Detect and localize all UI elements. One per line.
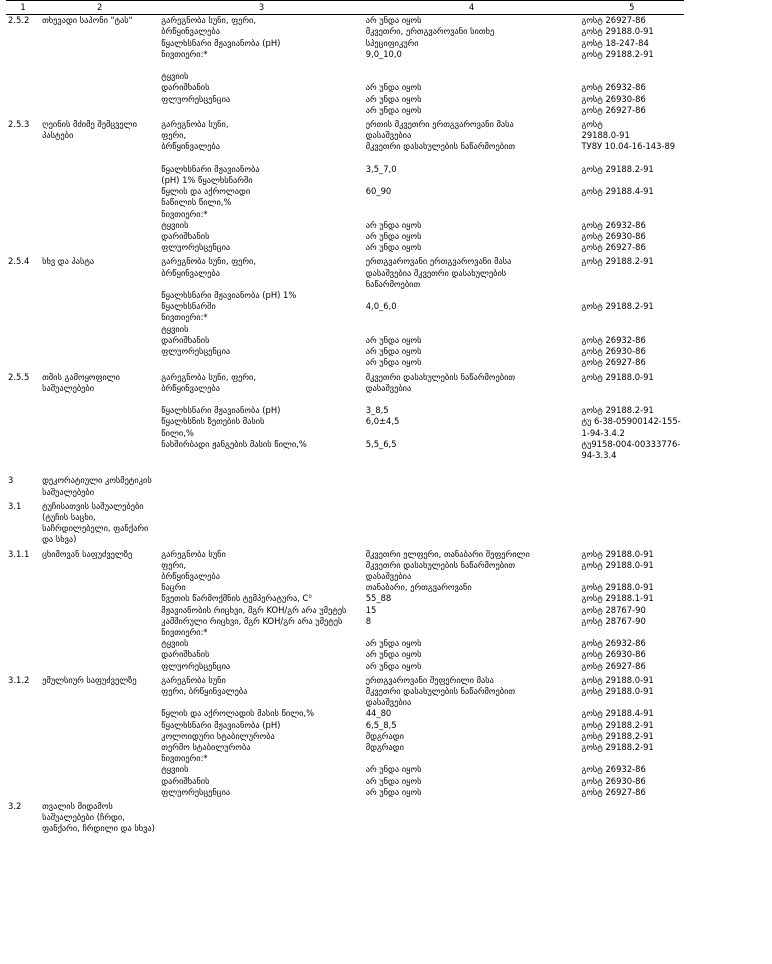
- row-number: 3.1.1: [8, 548, 30, 559]
- row-standard-list-line: [581, 753, 682, 764]
- row-indicator-list-line: ბრწყინვალება: [161, 267, 220, 278]
- row-indicator-list-line: წყალხსნარი მჟავიანობა (pH): [161, 719, 281, 730]
- spacer-cell: [6, 835, 684, 838]
- row-indicator-list-line: დარიშხანის: [161, 775, 210, 786]
- row-indicator-list-line: ნაწილის წილი,%: [161, 197, 232, 208]
- row-standard-list-line: გოსტ 29188.4-91: [581, 708, 654, 719]
- row-standard-list: [579, 256, 684, 368]
- row-requirement-list-line: [366, 197, 578, 208]
- row-indicator-list-line: წყალხსნარი მჟავიანობა (pH): [161, 37, 281, 48]
- table-row: [6, 372, 684, 473]
- row-number: 3.2: [8, 801, 22, 812]
- row-requirement-list-line: მკვეთრი ელფერი, თანაბარი შეფერილი: [365, 548, 530, 559]
- row-product-name: სხვ და პასტა: [42, 256, 95, 267]
- row-indicator-list-line: წყლის და აქროლადი: [161, 186, 251, 197]
- row-indicator-list: [159, 475, 363, 497]
- row-indicator-list-line: წყლის და აქროლადის მასის წილი,%: [161, 708, 315, 719]
- row-indicator-list-line: ნივთიერი:*: [161, 626, 208, 637]
- row-requirement-list-line: არ უნდა იყოს: [365, 346, 422, 357]
- row-requirement-list-line: მდგრადი: [365, 730, 404, 741]
- row-requirement-list-line: 15: [365, 604, 377, 615]
- row-requirement-list-line: დასაშვებია: [365, 130, 412, 141]
- row-spacer: [6, 835, 684, 838]
- table-row: [6, 501, 684, 546]
- table-row: [6, 801, 684, 835]
- row-number: 3: [8, 475, 14, 486]
- row-standard-list-line: გოსტ 29188.2-91: [581, 742, 654, 752]
- row-indicator-list-line: ნახშირბადი ჟანგების მასის წილი,%: [161, 438, 307, 449]
- row-requirement-list-line: დასაშვებია: [365, 382, 412, 393]
- row-standard-list-line: გოსტ 29188.2-91: [581, 48, 654, 59]
- row-requirement-list-line: 3,5_7,0: [365, 163, 397, 174]
- row-indicator-list-line: ბრწყინვალება: [161, 26, 220, 37]
- table-header: [6, 1, 684, 14]
- row-standard-list-line: ТУ8У 10.04-16-143-89: [581, 141, 676, 152]
- row-standard-list-line: გოსტ 26932-86: [581, 764, 646, 775]
- row-requirement-list-line: [366, 175, 578, 186]
- row-requirement-list: [364, 675, 580, 798]
- table-row: [6, 256, 684, 368]
- row-requirement-list-line: არ უნდა იყოს: [365, 242, 422, 253]
- table-row: [6, 119, 684, 253]
- table-header-rules: [6, 0, 684, 15]
- row-requirement-list-line: [366, 324, 578, 335]
- row-indicator-list-line: ფლუორესცენცია: [161, 93, 231, 104]
- row-number: 3.1: [8, 500, 22, 511]
- row-standard-list-line: გოსტ 26927-86: [581, 104, 646, 115]
- row-standard-list: [579, 15, 684, 116]
- row-requirement-list-line: ერთის მკვეთრი ერთგვაროვანი მასა: [365, 119, 514, 130]
- row-requirement-list-line: მკვეთრი დასახულების ნაწარმოებით: [365, 559, 516, 570]
- row-requirement-list-line: [366, 428, 578, 439]
- row-requirement-list-line: არ უნდა იყოს: [365, 104, 422, 115]
- row-number: 2.5.2: [8, 15, 30, 26]
- row-indicator-list-line: [161, 279, 361, 290]
- row-standard-list-line: [581, 697, 682, 708]
- row-standard-list-line: გოსტ 29188.2-91: [581, 730, 654, 741]
- row-standard-list-line: [581, 290, 682, 301]
- row-requirement-list-line: არ უნდა იყოს: [365, 15, 422, 26]
- row-requirement-list-line: არ უნდა იყოს: [365, 775, 422, 786]
- row-product-name: ემულსიურ საფუძველზე: [42, 674, 137, 685]
- row-indicator-list-line: ნივთიერი:*: [161, 208, 208, 219]
- row-standard-list-line: გოსტ 26930-86: [581, 93, 646, 104]
- row-requirement-list-line: დასაშვებია: [365, 697, 412, 708]
- row-indicator-list-line: კამშირული რიცხვი, მგრ KOH/გრ არა უმეტეს: [161, 615, 343, 626]
- row-standard-list-line: [581, 571, 682, 582]
- row-requirement-list: [364, 549, 580, 672]
- row-standard-list: [579, 475, 684, 497]
- row-standard-list-line: [581, 394, 682, 405]
- row-product-name: თვალის მიდამოს საშუალებები (ჩრდი, ფანქარი, ჩრდილი და სხვა): [42, 801, 155, 834]
- row-standard-list: [579, 801, 684, 835]
- row-requirement-list-line: მკვეთრი დასახულების ნაწარმოებით: [365, 141, 516, 152]
- row-indicator-list-line: წყალხსნარში: [161, 301, 216, 312]
- row-requirement-list-line: მდგრადი: [365, 742, 404, 752]
- row-standard-list-line: გოსტ 26927-86: [581, 660, 646, 671]
- row-standard-list-line: გოსტ 29188.2-91: [581, 163, 654, 174]
- row-standard-list-line: [581, 71, 682, 82]
- row-indicator-list-line: ბრწყინვალება: [161, 141, 220, 152]
- row-requirement-list: [364, 475, 580, 497]
- row-indicator-list-line: წყალხსნის ზეთების მასის: [161, 416, 265, 427]
- row-standard-list-line: გოსტ 29188.0-91: [581, 548, 654, 559]
- row-indicator-list-line: ტყვიის: [161, 764, 189, 775]
- row-standard-list-line: გოსტ 29188.0-91: [581, 582, 654, 593]
- row-standard-list-line: გოსტ 26932-86: [581, 82, 646, 93]
- row-indicator-list: [159, 549, 363, 672]
- row-indicator-list-line: [161, 153, 361, 164]
- row-requirement-list: [364, 801, 580, 835]
- row-indicator-list-line: ფლუორესცენცია: [161, 346, 231, 357]
- row-indicator-list-line: ტყვიის: [161, 71, 189, 82]
- row-indicator-list-line: დარიშხანის: [161, 82, 210, 93]
- row-indicator-list-line: გარეგნობა სუნი: [161, 674, 226, 685]
- row-standard-list-line: გოსტ: [581, 119, 603, 130]
- column-header-2: 2: [97, 2, 103, 12]
- row-standard-list-line: გოსტ 29188.0-91: [581, 559, 654, 570]
- row-indicator-list-line: ნივთიერი:*: [161, 312, 208, 323]
- row-indicator-list-line: ტყვიის: [161, 638, 189, 649]
- row-standard-list-line: გოსტ 26932-86: [581, 334, 646, 345]
- row-indicator-list-line: ბრწყინვალება: [161, 382, 220, 393]
- row-standard-list-line: [581, 175, 682, 186]
- row-standard-list-line: [581, 324, 682, 335]
- row-requirement-list-line: მკვეთრი, ერთგვაროვანი სითხე: [365, 26, 495, 37]
- row-indicator-list-line: [161, 394, 361, 405]
- row-standard-list-line: გოსტ 26930-86: [581, 649, 646, 660]
- row-requirement-list-line: ერთგვაროვანი შეფერილი მასა: [365, 674, 494, 685]
- row-standard-list-line: გოსტ 26932-86: [581, 638, 646, 649]
- row-requirement-list-line: არ უნდა იყოს: [365, 231, 422, 242]
- row-indicator-list-line: ნივთიერი:*: [161, 753, 208, 764]
- row-indicator-list-line: წილი,%: [161, 427, 194, 438]
- row-indicator-list-line: მჟავიანობის რიცხვი, მგრ KOH/გრ არა უმეტეს: [161, 604, 347, 615]
- row-indicator-list-line: დარიშხანის: [161, 649, 210, 660]
- row-requirement-list: [364, 372, 580, 473]
- row-requirement-list-line: არ უნდა იყოს: [365, 334, 422, 345]
- row-requirement-list-line: ნაწარმოებით: [365, 278, 421, 289]
- table-row: [6, 549, 684, 672]
- row-requirement-list: [364, 119, 580, 253]
- column-header-3: 3: [258, 2, 265, 12]
- row-indicator-list-line: [161, 697, 361, 708]
- row-standard-list-line: [581, 197, 682, 208]
- row-indicator-list-line: წყალხსნარი მჟავიანობა (pH) 1%: [161, 290, 297, 301]
- row-requirement-list-line: 44_80: [365, 708, 392, 719]
- row-standard-list-line: [581, 153, 682, 164]
- row-indicator-list-line: გარეგნობა სუნი, ფერი,: [161, 256, 257, 267]
- row-indicator-list-line: [161, 60, 361, 71]
- row-indicator-list: [159, 119, 363, 253]
- column-header-5: 5: [629, 2, 635, 12]
- row-indicator-list-line: წყალხსნარი მჟავიანობა: [161, 163, 260, 174]
- row-requirement-list-line: 8: [365, 615, 372, 626]
- row-indicator-list-line: წყალხსნარი მჟავიანობა (pH): [161, 405, 281, 416]
- row-indicator-list: [159, 675, 363, 798]
- row-standard-list-line: [581, 60, 682, 71]
- row-standard-list-line: [581, 209, 682, 220]
- row-indicator-list-line: დარიშხანის: [161, 231, 210, 242]
- row-requirement-list-line: არ უნდა იყოს: [365, 93, 422, 104]
- row-requirement-list-line: 5,5_6,5: [365, 438, 397, 449]
- row-standard-list-line: გოსტ 28767-90: [581, 604, 646, 615]
- row-requirement-list-line: დასაშვებია მკვეთრი დასახულების: [365, 267, 507, 278]
- row-requirement-list-line: [366, 753, 578, 764]
- row-requirement-list-line: 3_8,5: [365, 405, 389, 416]
- row-standard-list-line: გოსტ 26927-86: [581, 357, 646, 368]
- row-requirement-list-line: სპეციფიკური: [365, 37, 419, 48]
- row-indicator-list-line: ტყვიის: [161, 219, 189, 230]
- row-requirement-list: [364, 256, 580, 368]
- table-row: [6, 675, 684, 798]
- row-number: 2.5.5: [8, 371, 30, 382]
- row-indicator-list-line: თერმო სტაბილურობა: [161, 742, 251, 752]
- row-requirement-list-line: [366, 209, 578, 220]
- row-standard-list-line: გოსტ 29188.0-91: [581, 674, 654, 685]
- row-requirement-list: [364, 15, 580, 116]
- row-requirement-list-line: 4,0_6,0: [365, 301, 397, 312]
- row-indicator-list: [159, 256, 363, 368]
- row-requirement-list-line: [366, 71, 578, 82]
- row-product-name: ღეინის მძიმე შემცველი პასტები: [42, 119, 137, 141]
- row-indicator-list-line: ფლუორესცენცია: [161, 660, 231, 671]
- row-standard-list-line: [581, 627, 682, 638]
- row-number: 3.1.2: [8, 674, 30, 685]
- table-row: [6, 15, 684, 116]
- row-requirement-list-line: 6,0±4,5: [365, 416, 400, 427]
- row-standard-list-line: გოსტ 29188.0-91: [581, 26, 654, 37]
- row-requirement-list: [364, 501, 580, 546]
- row-requirement-list-line: 6,5_8,5: [365, 719, 397, 730]
- row-standard-list-line: [581, 279, 682, 290]
- row-standard-list-line: გოსტ 29188.0-91: [581, 371, 654, 382]
- row-product-name: ტუჩისათვის საშუალებები (ტუჩის საცხი, საჩრდილებელი, ფანქარი და სხვა): [42, 500, 149, 545]
- row-requirement-list-line: [366, 60, 578, 71]
- row-indicator-list-line: კოლოიდური სტაბილურობა: [161, 730, 275, 741]
- row-requirement-list-line: არ უნდა იყოს: [365, 638, 422, 649]
- row-requirement-list-line: არ უნდა იყოს: [365, 786, 422, 797]
- row-requirement-list-line: დასაშვებია: [365, 570, 412, 581]
- row-requirement-list-line: 55_88: [365, 593, 392, 604]
- row-standard-list-line: გოსტ 26932-86: [581, 219, 646, 230]
- table-body: [6, 15, 684, 837]
- row-requirement-list-line: 60_90: [365, 186, 392, 197]
- row-indicator-list-line: დარიშხანის: [161, 334, 210, 345]
- row-standard-list-line: გოსტ 26930-86: [581, 775, 646, 786]
- row-standard-list-line: გოსტ 26930-86: [581, 231, 646, 242]
- row-standard-list-line: გოსტ 28767-90: [581, 615, 646, 626]
- row-standard-list-line: 29188.0-91: [581, 130, 630, 141]
- row-standard-list-line: გოსტ 29188.1-91: [581, 593, 654, 604]
- row-standard-list-line: ტუ9158-004-00333776-94-3.3.4: [581, 438, 681, 460]
- row-requirement-list-line: [366, 627, 578, 638]
- row-standard-list: [579, 119, 684, 253]
- row-standard-list-line: გოსტ 26930-86: [581, 346, 646, 357]
- row-requirement-list-line: არ უნდა იყოს: [365, 764, 422, 775]
- row-standard-list-line: გოსტ 26927-86: [581, 15, 646, 26]
- row-indicator-list-line: ტყვიის: [161, 323, 189, 334]
- table-header-row: [6, 1, 684, 14]
- row-indicator-list: [159, 801, 363, 835]
- row-requirement-list-line: არ უნდა იყოს: [365, 660, 422, 671]
- row-product-name: დეკორატიული კოსმეტიკის საშუალებები: [42, 475, 152, 497]
- row-indicator-list-line: გარეგნობა სუნი,: [161, 119, 229, 130]
- row-standard-list-line: გოსტ 18-247-84: [581, 37, 649, 48]
- row-standard-list-line: [581, 268, 682, 279]
- row-standard-list-line: ტუ 6-38-05900142-155-1-94-3.4.2: [581, 416, 681, 438]
- row-indicator-list-line: გარეგნობა სუნი, ფერი,: [161, 371, 257, 382]
- row-indicator-list-line: ფერი,: [161, 559, 187, 570]
- row-standard-list-line: გოსტ 29188.0-91: [581, 685, 654, 696]
- row-standard-list-line: [581, 312, 682, 323]
- row-indicator-list-line: ნაცრი: [161, 582, 186, 593]
- row-requirement-list-line: ერთგვაროვანი ერთგვაროვანი მასა: [365, 256, 512, 267]
- row-standard-list: [579, 675, 684, 798]
- row-indicator-list-line: ბრწყინვალება: [161, 570, 220, 581]
- row-indicator-list-line: ფლუორესცენცია: [161, 242, 231, 253]
- column-header-4: 4: [468, 2, 475, 12]
- row-indicator-list: [159, 15, 363, 116]
- row-standard-list-line: გოსტ 29188.2-91: [581, 256, 654, 267]
- row-requirement-list-line: არ უნდა იყოს: [365, 649, 422, 660]
- row-requirement-list-line: მკვეთრი დასახულების ნაწარმოებით: [365, 371, 516, 382]
- row-indicator-list: [159, 501, 363, 546]
- row-standard-list-line: [581, 461, 682, 472]
- row-product-name: ცხიმოვან საფუძველზე: [42, 548, 133, 559]
- row-standard-list-line: გოსტ 26927-86: [581, 786, 646, 797]
- row-requirement-list-line: თანაბარი, ერთგვაროვანი: [365, 582, 472, 593]
- row-standard-list-line: გოსტ 29188.2-91: [581, 405, 654, 416]
- row-requirement-list-line: არ უნდა იყოს: [365, 219, 422, 230]
- table-row: [6, 475, 684, 497]
- row-indicator-list-line: (pH) 1% წყალხსნარში: [161, 175, 253, 186]
- row-indicator-list-line: ნივთიერი:*: [161, 48, 208, 59]
- row-number: 2.5.4: [8, 256, 30, 267]
- row-number: 2.5.3: [8, 119, 30, 130]
- row-requirement-list-line: [366, 153, 578, 164]
- row-product-name: თმის გამოყოფილი საშუალებები: [42, 371, 121, 393]
- row-indicator-list-line: ფერი, ბრწყინვალება: [161, 685, 248, 696]
- row-indicator-list-line: გარეგნობა სუნი: [161, 548, 226, 559]
- row-standard-list: [579, 549, 684, 672]
- row-indicator-list-line: ფლუორესცენცია: [161, 786, 231, 797]
- row-indicator-list-line: გარეგნობა სუნი, ფერი,: [161, 15, 257, 26]
- row-standard-list-line: გოსტ 26927-86: [581, 242, 646, 253]
- column-header-1: 1: [20, 2, 26, 12]
- row-requirement-list-line: 9,0_10,0: [365, 48, 402, 59]
- row-standard-list-line: გოსტ 29188.2-91: [581, 719, 654, 730]
- row-indicator-list-line: წვეთის წარმოქმნის ტემპერატურა, C⁰: [161, 593, 312, 604]
- row-standard-list-line: [581, 383, 682, 394]
- row-indicator-list-line: ფერი,: [161, 130, 187, 141]
- row-standard-list-line: გოსტ 29188.4-91: [581, 186, 654, 197]
- row-standard-list-line: გოსტ 29188.2-91: [581, 301, 654, 312]
- row-requirement-list-line: [366, 290, 578, 301]
- row-requirement-list-line: მკვეთრი დასახულების ნაწარმოებით: [365, 685, 516, 696]
- row-standard-list: [579, 372, 684, 473]
- row-standard-list: [579, 501, 684, 546]
- row-indicator-list: [159, 372, 363, 473]
- row-requirement-list-line: არ უნდა იყოს: [365, 357, 422, 368]
- row-product-name: თხევადი საპონი "ტას": [42, 15, 133, 26]
- row-requirement-list-line: არ უნდა იყოს: [365, 82, 422, 93]
- row-requirement-list-line: [366, 312, 578, 323]
- row-requirement-list-line: [366, 394, 578, 405]
